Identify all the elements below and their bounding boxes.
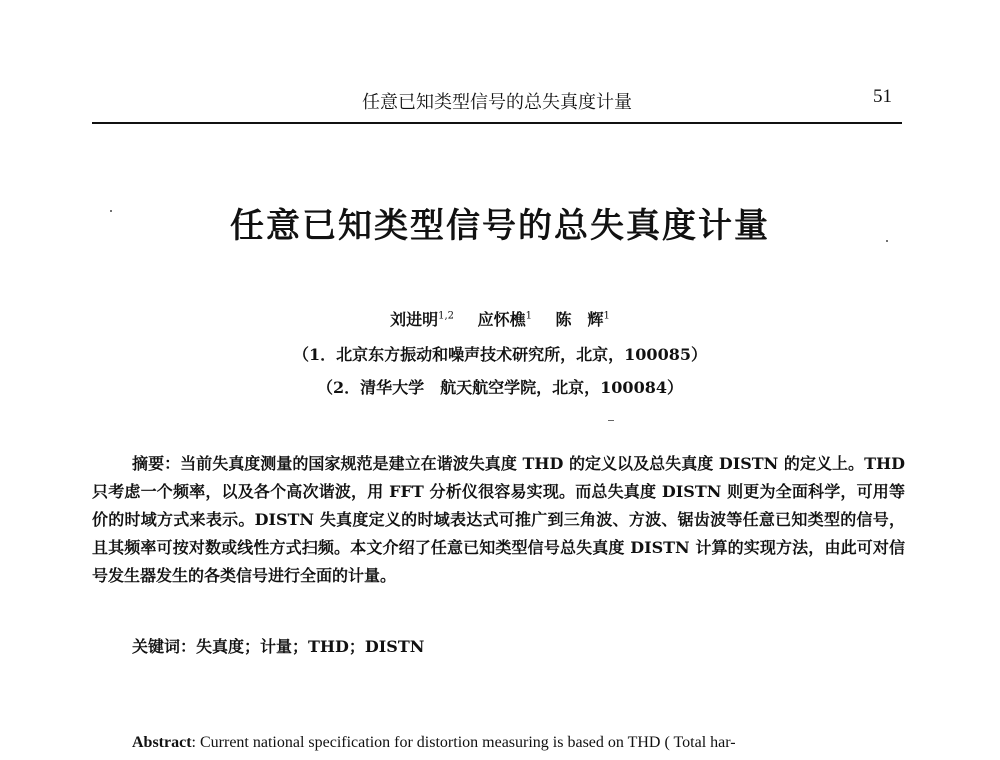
running-header [92,82,902,124]
abstract-cn [92,450,905,590]
author [556,310,610,329]
author-name: 陈 辉 [555,310,604,329]
running-title: 任意已知类型信号的总失真度计量 [362,92,632,113]
keywords-text: 失真度；计量；THD；DISTN [196,637,425,656]
author [390,310,454,329]
author-affiliation-mark: 1 [525,310,532,322]
keywords-label: 关键词： [132,637,197,656]
abstract-en [132,734,912,752]
author [478,310,532,329]
author-name: 刘进明 [390,310,439,329]
abstract-en-text: : Current national specification for distortion measuring is based on THD ( Total har- [191,734,736,751]
author-affiliation-mark: 1 [603,310,610,322]
abstract-cn-text: 当前失真度测量的国家规范是建立在谐波失真度 THD 的定义以及总失真度 DISTN 的定义上。THD 只考虑一个频率，以及各个高次谐波，用 FFT 分析仪很容易实现。而总失真度 DISTN 则更为全面科学，可用等价的时域方式来表示。DISTN 失真度定义的时域表达式可推广到三角波、方波、锯齿波等任意已知类型的信号，且其频率可按对数或线性方式扫频。本文介绍了任意已知类型信号总失真度 DISTN 计算的实现方法，由此可对信号发生器发生的各类信号进行全面的计量。 [92,454,905,585]
abstract-cn-label: 摘要： [132,454,181,473]
author-affiliation-mark: 1,2 [438,310,454,322]
paper-title: 任意已知类型信号的总失真度计量 [230,206,770,246]
authors [0,307,1000,330]
affiliation: （2．清华大学 航天航空学院，北京，100084） [317,378,683,397]
page-number: 51 [873,86,892,107]
abstract-en-label: Abstract [132,734,192,751]
dash-mark [608,420,614,421]
keywords [132,634,424,657]
author-name: 应怀樵 [477,310,526,329]
affiliation: （1．北京东方振动和噪声技术研究所，北京，100085） [293,345,707,364]
